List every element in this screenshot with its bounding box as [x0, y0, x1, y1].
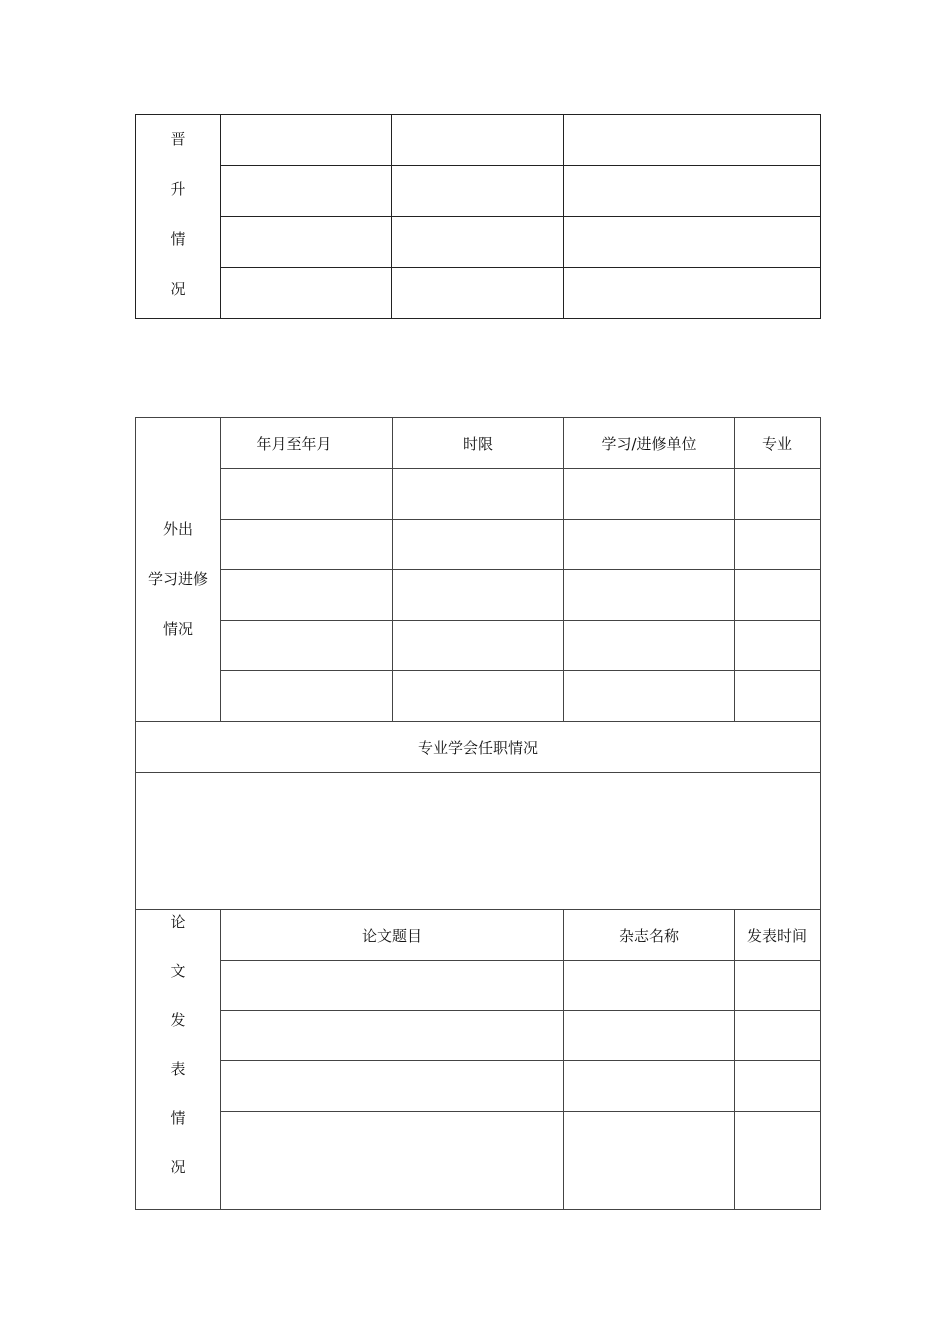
papers-label-char: 文	[170, 962, 186, 980]
row-divider	[221, 1111, 820, 1112]
study-header-period: 年月至年月	[256, 435, 332, 453]
row-divider	[221, 620, 820, 621]
study-header-institution: 学习/进修单位	[601, 435, 697, 453]
row-divider	[221, 519, 820, 520]
section-divider	[136, 909, 820, 910]
society-title: 专业学会任职情况	[417, 739, 539, 757]
study-label-line: 情况	[162, 620, 194, 638]
papers-header-title: 论文题目	[361, 927, 423, 945]
promotion-label-char: 情	[170, 230, 186, 248]
papers-header-journal: 杂志名称	[618, 927, 680, 945]
row-divider	[221, 569, 820, 570]
section-divider	[136, 772, 820, 773]
study-society-papers-table	[135, 417, 821, 1210]
row-divider	[221, 1060, 820, 1061]
study-header-major: 专业	[761, 435, 793, 453]
row-divider	[221, 165, 820, 166]
row-divider	[221, 670, 820, 671]
promotion-label-char: 晋	[170, 130, 186, 148]
row-divider	[221, 468, 820, 469]
papers-label-char: 发	[170, 1011, 186, 1029]
papers-label-char: 论	[170, 913, 186, 931]
row-divider	[221, 1010, 820, 1011]
row-divider	[221, 960, 820, 961]
promotion-label-char: 升	[170, 180, 186, 198]
promotion-label-char: 况	[170, 280, 186, 298]
papers-header-date: 发表时间	[746, 927, 808, 945]
row-divider	[221, 216, 820, 217]
study-label-line: 学习进修	[147, 570, 209, 588]
promotion-table	[135, 114, 821, 319]
row-divider	[221, 267, 820, 268]
col-divider	[563, 418, 564, 722]
papers-label-char: 表	[170, 1060, 186, 1078]
col-divider	[734, 418, 735, 722]
papers-label-char: 情	[170, 1109, 186, 1127]
section-divider	[136, 721, 820, 722]
papers-label-char: 况	[170, 1158, 186, 1176]
study-label-line: 外出	[162, 520, 194, 538]
col-divider	[220, 418, 221, 722]
study-header-duration: 时限	[462, 435, 494, 453]
col-divider	[392, 418, 393, 722]
